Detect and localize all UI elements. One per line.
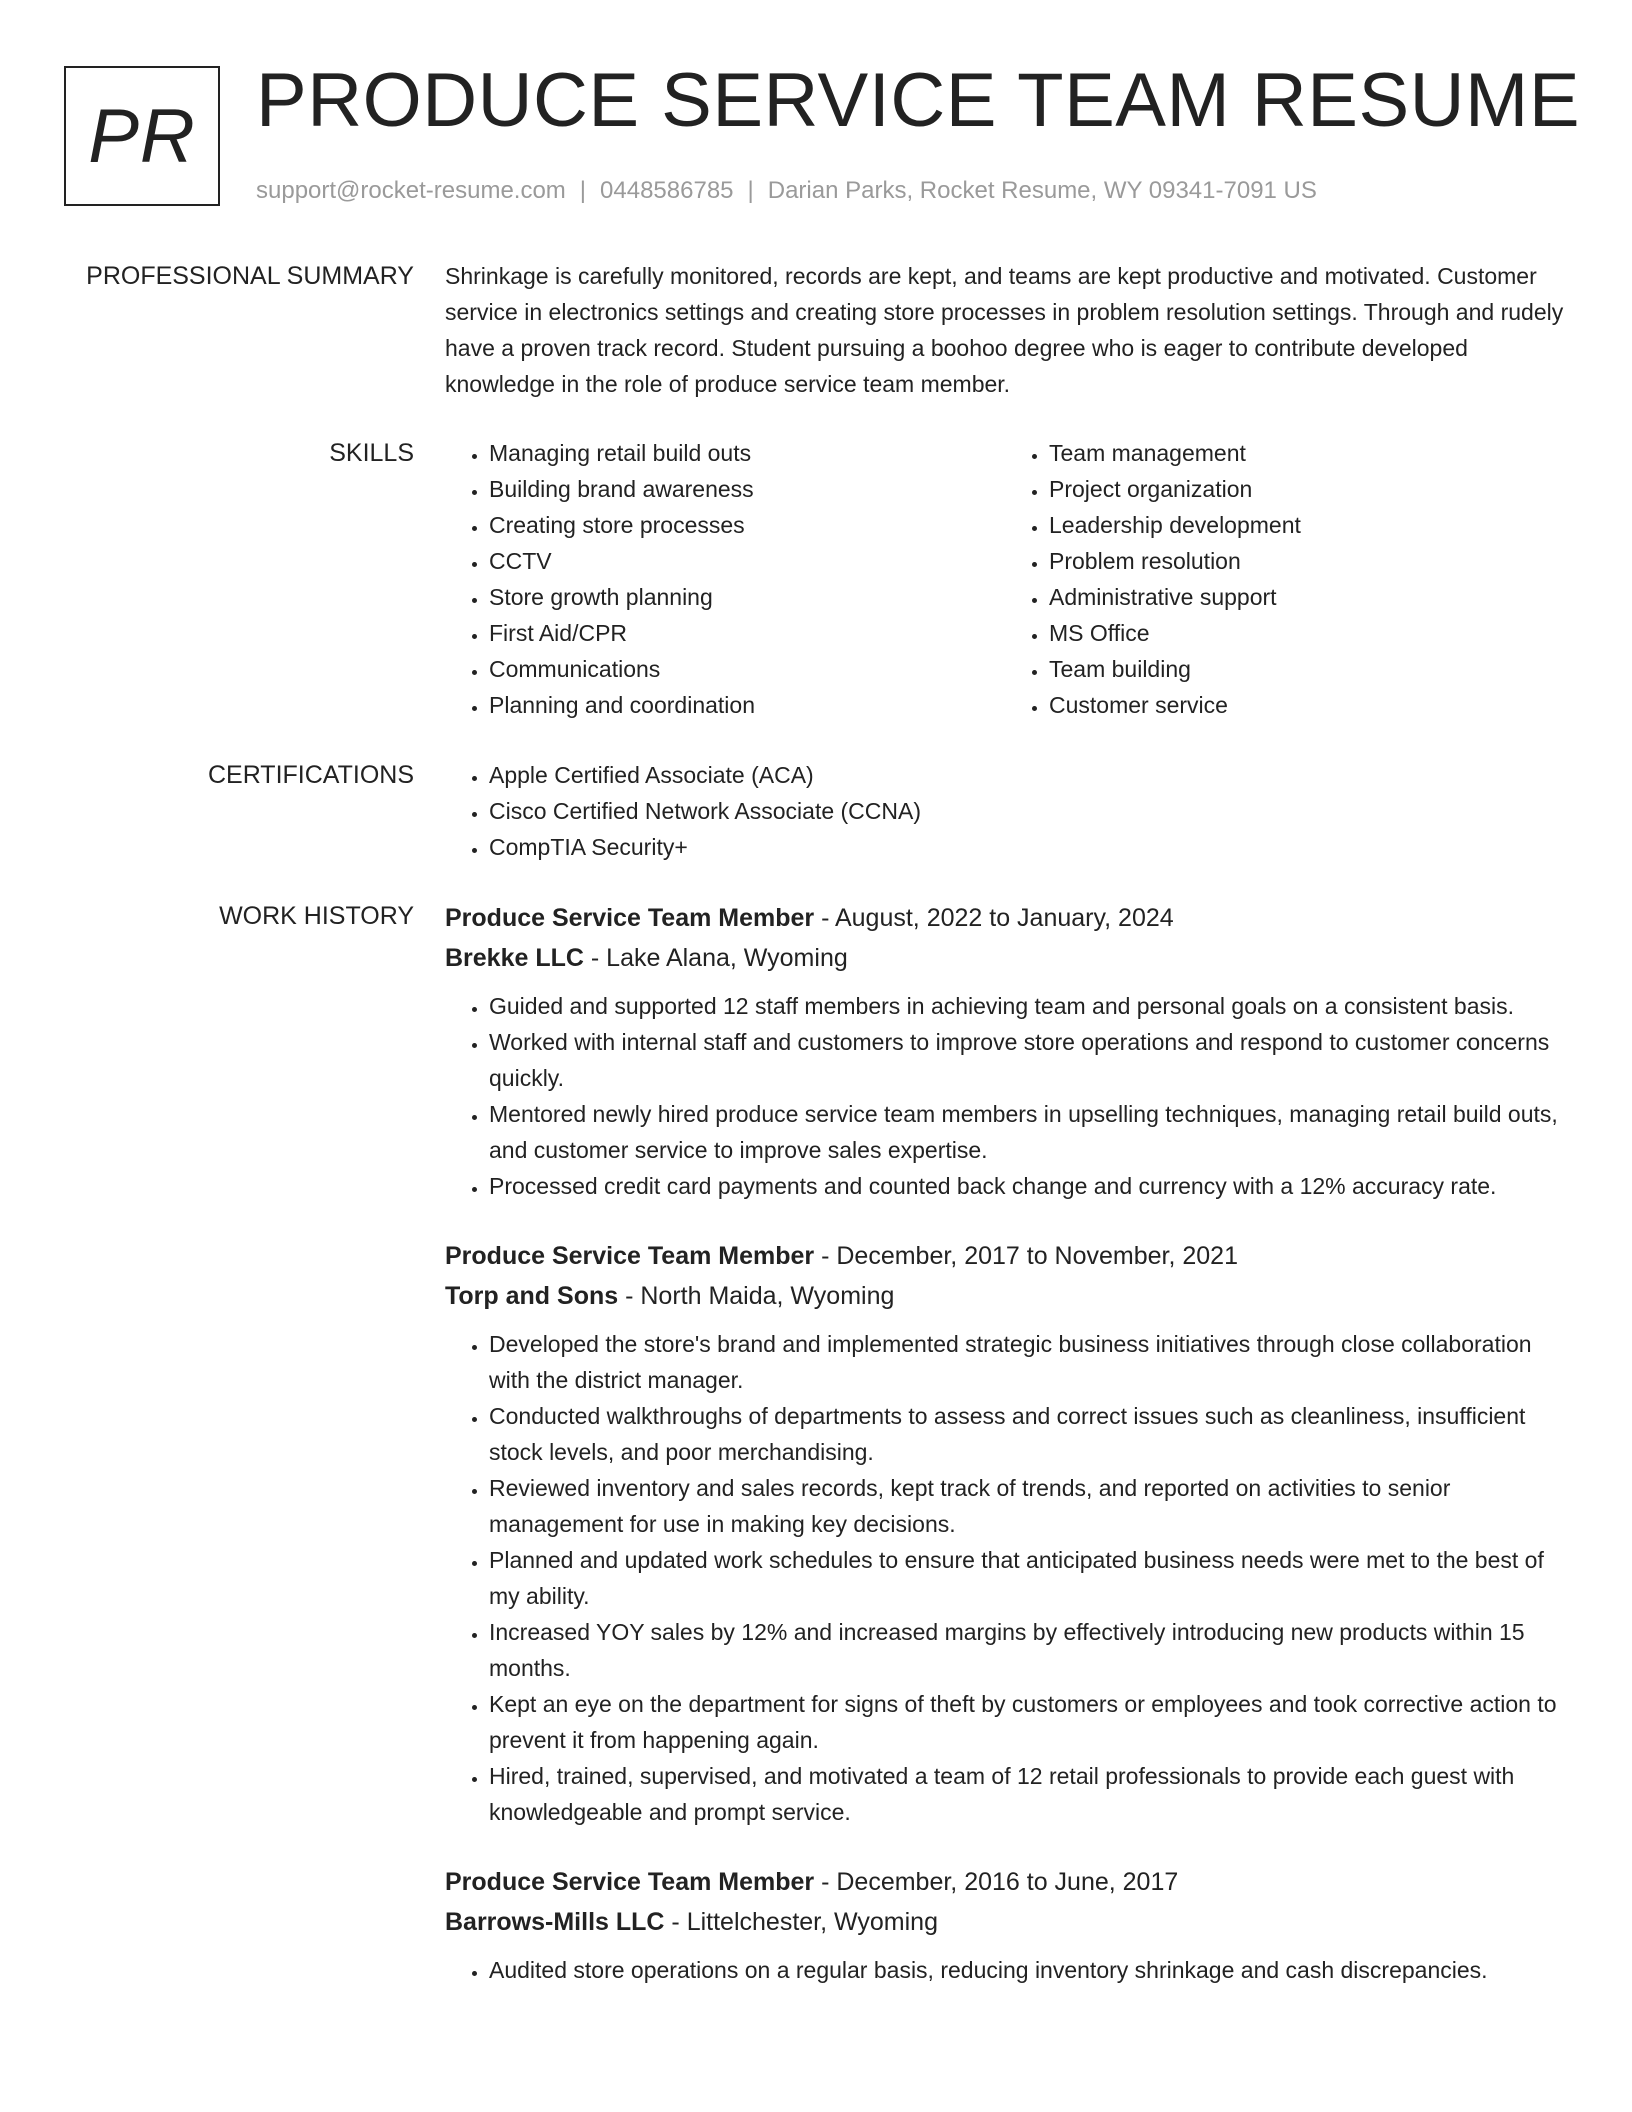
- job-dates: - August, 2022 to January, 2024: [814, 904, 1174, 932]
- skill-item: • Team building: [1049, 651, 1565, 687]
- job-dates: - December, 2017 to November, 2021: [814, 1242, 1238, 1270]
- skill-item: • Problem resolution: [1049, 543, 1565, 579]
- job-title-line: [445, 1862, 1565, 1902]
- contact-email: support@rocket-resume.com: [256, 177, 566, 204]
- contact-separator: |: [747, 177, 754, 204]
- certification-item: • Apple Certified Associate (ACA): [489, 757, 1565, 793]
- contact-address: Darian Parks, Rocket Resume, WY 09341-7091 US: [767, 177, 1317, 204]
- skill-item: • MS Office: [1049, 615, 1565, 651]
- skills-list-left: [445, 435, 1005, 723]
- job-entry: [445, 1236, 1565, 1830]
- job-bullet: • Processed credit card payments and counted back change and currency with a 12% accuracy rate.: [489, 1168, 1565, 1204]
- job-company: Torp and Sons: [445, 1282, 619, 1310]
- job-bullets: [445, 1952, 1565, 1988]
- work-history-heading: WORK HISTORY: [219, 902, 414, 930]
- job-title: Produce Service Team Member: [445, 1868, 815, 1896]
- monogram-initials: PR: [88, 93, 196, 179]
- job-bullet: • Reviewed inventory and sales records, kept track of trends, and reported on activities to senior management for use in making key decisions.: [489, 1470, 1565, 1542]
- job-bullet: • Increased YOY sales by 12% and increased margins by effectively introducing new products within 15 months.: [489, 1614, 1565, 1686]
- skills-heading: SKILLS: [329, 439, 414, 467]
- job-entry: [445, 898, 1565, 1204]
- job-entry: [445, 1862, 1565, 1988]
- resume-title: PRODUCE SERVICE TEAM RESUME: [256, 58, 1581, 143]
- job-dates: - December, 2016 to June, 2017: [814, 1868, 1179, 1896]
- job-company-line: [445, 1902, 1565, 1942]
- skill-item: • Leadership development: [1049, 507, 1565, 543]
- job-company-line: [445, 938, 1565, 978]
- job-company: Barrows-Mills LLC: [445, 1908, 665, 1936]
- monogram-box: [64, 66, 220, 206]
- skill-item: • Communications: [489, 651, 1005, 687]
- skill-item: • Customer service: [1049, 687, 1565, 723]
- certifications-list: [445, 757, 1565, 865]
- skill-item: • Store growth planning: [489, 579, 1005, 615]
- skill-item: • Administrative support: [1049, 579, 1565, 615]
- certification-item: • CompTIA Security+: [489, 829, 1565, 865]
- job-bullet: • Audited store operations on a regular basis, reducing inventory shrinkage and cash discrepancies.: [489, 1952, 1565, 1988]
- job-bullet: • Hired, trained, supervised, and motivated a team of 12 retail professionals to provide each guest with knowledgeable and prompt service.: [489, 1758, 1565, 1830]
- job-bullet: • Guided and supported 12 staff members in achieving team and personal goals on a consistent basis.: [489, 988, 1565, 1024]
- job-title-line: [445, 898, 1565, 938]
- job-bullets: [445, 1326, 1565, 1830]
- skill-item: • Team management: [1049, 435, 1565, 471]
- skill-item: • First Aid/CPR: [489, 615, 1005, 651]
- skill-item: • Creating store processes: [489, 507, 1005, 543]
- job-bullet: • Worked with internal staff and customers to improve store operations and respond to customer concerns quickly.: [489, 1024, 1565, 1096]
- certifications-heading: CERTIFICATIONS: [207, 761, 414, 789]
- job-title: Produce Service Team Member: [445, 904, 815, 932]
- certification-item: • Cisco Certified Network Associate (CCNA): [489, 793, 1565, 829]
- skills-columns: [445, 435, 1565, 723]
- job-title-line: [445, 1236, 1565, 1276]
- job-bullets: [445, 988, 1565, 1204]
- contact-phone: 0448586785: [600, 177, 734, 204]
- skill-item: • Managing retail build outs: [489, 435, 1005, 471]
- contact-line: [256, 174, 1317, 208]
- skill-item: • Building brand awareness: [489, 471, 1005, 507]
- summary-heading: PROFESSIONAL SUMMARY: [86, 262, 414, 290]
- work-history-entries: [445, 898, 1565, 1988]
- job-bullet: • Conducted walkthroughs of departments to assess and correct issues such as cleanliness, insufficient stock levels, and poor merchandising.: [489, 1398, 1565, 1470]
- skill-item: • CCTV: [489, 543, 1005, 579]
- contact-separator: |: [579, 177, 587, 204]
- job-title: Produce Service Team Member: [445, 1242, 815, 1270]
- job-location: - North Maida, Wyoming: [618, 1282, 895, 1310]
- job-bullet: • Mentored newly hired produce service team members in upselling techniques, managing retail build outs, and customer service to improve sales expertise.: [489, 1096, 1565, 1168]
- job-company-line: [445, 1276, 1565, 1316]
- summary-text: Shrinkage is carefully monitored, records are kept, and teams are kept productive and motivated. Customer service in electronics settings and creating store processes in problem resolution settings. Through and rudely have a proven track record. Student pursuing a boohoo degree who is eager to contribute developed knowledge in the role of produce service team member.: [445, 263, 1564, 397]
- job-company: Brekke LLC: [445, 944, 584, 972]
- skill-item: • Planning and coordination: [489, 687, 1005, 723]
- job-location: - Lake Alana, Wyoming: [583, 944, 848, 972]
- skill-item: • Project organization: [1049, 471, 1565, 507]
- skills-list-right: [1005, 435, 1565, 723]
- job-bullet: • Developed the store's brand and implemented strategic business initiatives through close collaboration with the district manager.: [489, 1326, 1565, 1398]
- job-bullet: • Planned and updated work schedules to ensure that anticipated business needs were met to the best of my ability.: [489, 1542, 1565, 1614]
- job-bullet: • Kept an eye on the department for signs of theft by customers or employees and took corrective action to prevent it from happening again.: [489, 1686, 1565, 1758]
- job-location: - Littelchester, Wyoming: [664, 1908, 938, 1936]
